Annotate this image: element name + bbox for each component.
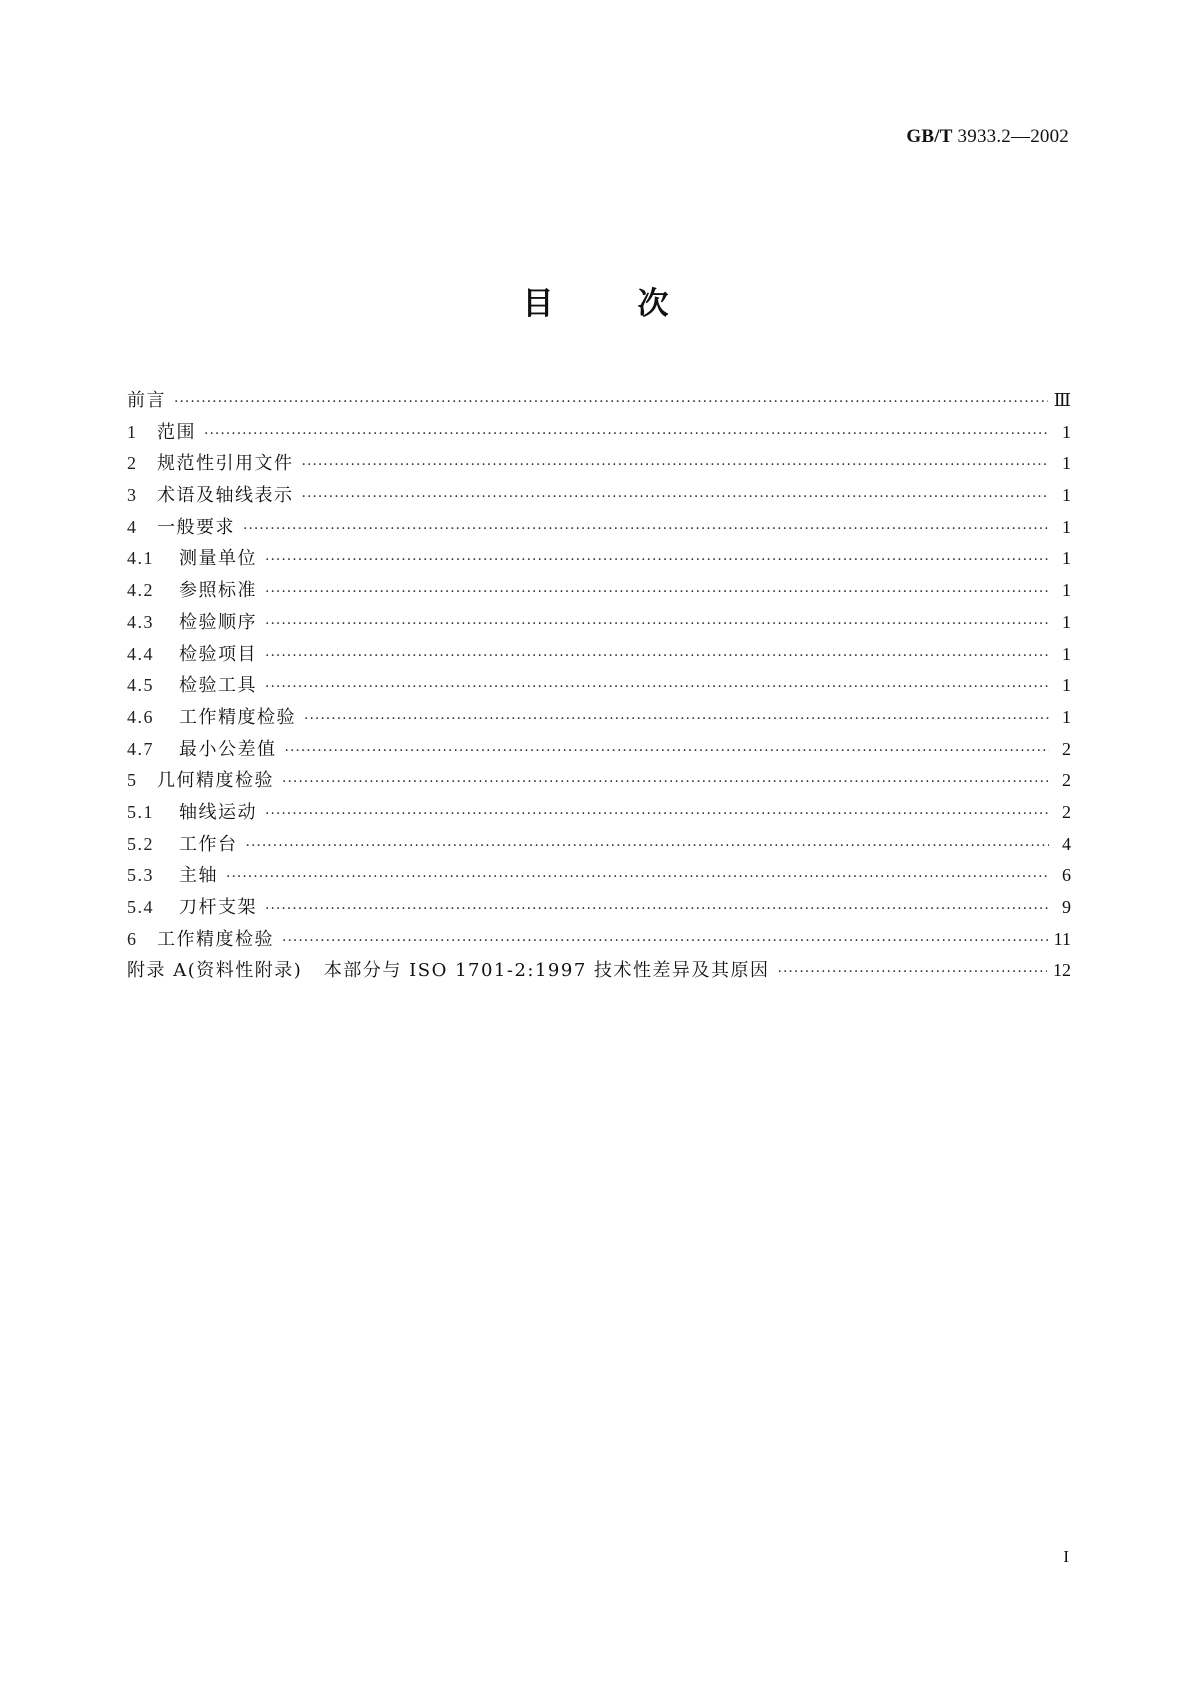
toc-entry-number: 4.6	[127, 706, 154, 727]
toc-entry-title: 工作台	[179, 833, 238, 855]
toc-entry-page: 12	[1053, 960, 1071, 981]
toc-entry-number: 4	[127, 516, 138, 537]
toc-entry-number: 3	[127, 485, 138, 506]
toc-entry-page: 1	[1062, 643, 1071, 664]
standard-code	[906, 126, 1069, 148]
toc-leader-dots	[265, 672, 1049, 704]
toc-leader-dots	[174, 387, 1048, 419]
toc-entry-label	[127, 797, 265, 829]
toc-entry-label	[127, 639, 265, 671]
toc-entry-5-3[interactable]	[127, 860, 1071, 892]
toc-entry-label	[127, 734, 285, 766]
toc-entry-title: 主轴	[179, 865, 218, 887]
toc-entry-label	[127, 480, 302, 512]
toc-entry-title: 工作精度检验	[157, 928, 274, 950]
standard-prefix: GB/T	[906, 126, 953, 147]
toc-entry-page: 1	[1062, 548, 1071, 569]
toc-entry-1[interactable]	[127, 417, 1071, 449]
toc-leader-dots	[265, 609, 1049, 641]
toc-entry-number: 5	[127, 770, 138, 791]
toc-entry-label	[127, 860, 226, 892]
toc-entry-number: 1	[127, 421, 138, 442]
toc-leader-dots	[265, 894, 1049, 926]
toc-entry-label	[127, 829, 246, 861]
toc-entry-label	[127, 892, 265, 924]
toc-entry-label	[127, 765, 282, 797]
toc-entry-page: 1	[1062, 516, 1071, 537]
toc-leader-dots	[265, 545, 1049, 577]
toc-entry-6[interactable]	[127, 924, 1071, 956]
toc-entry-title: 检验顺序	[179, 611, 257, 633]
toc-entry-label	[127, 955, 778, 987]
toc-leader-dots	[204, 419, 1049, 451]
table-of-contents	[127, 385, 1071, 987]
toc-entry-label	[127, 607, 265, 639]
toc-entry-page: 6	[1062, 865, 1071, 886]
toc-entry-title: 检验项目	[179, 643, 257, 665]
toc-entry-number: 5.1	[127, 801, 154, 822]
toc-leader-dots	[282, 926, 1048, 958]
toc-entry-page: 1	[1062, 421, 1071, 442]
toc-entry-annex-a[interactable]	[127, 955, 1071, 987]
toc-entry-page: 1	[1062, 611, 1071, 632]
toc-entry-page: 1	[1062, 706, 1071, 727]
toc-entry-label	[127, 924, 282, 956]
toc-entry-title: 规范性引用文件	[157, 453, 294, 475]
toc-entry-number: 2	[127, 453, 138, 474]
toc-entry-2[interactable]	[127, 448, 1071, 480]
toc-entry-title: 范围	[157, 421, 196, 443]
toc-entry-number: 5.3	[127, 865, 154, 886]
toc-entry-page: 1	[1062, 453, 1071, 474]
toc-leader-dots	[302, 450, 1050, 482]
toc-entry-number: 4.2	[127, 580, 154, 601]
toc-entry-5[interactable]	[127, 765, 1071, 797]
toc-entry-page: 2	[1062, 738, 1071, 759]
toc-entry-number: 4.3	[127, 611, 154, 632]
toc-entry-title: 一般要求	[157, 516, 235, 538]
toc-entry-title: 最小公差值	[179, 738, 277, 760]
toc-entry-page: 1	[1062, 675, 1071, 696]
toc-leader-dots	[265, 641, 1049, 673]
toc-entry-4-7[interactable]	[127, 734, 1071, 766]
toc-leader-dots	[246, 831, 1050, 863]
standard-number: 3933.2—2002	[957, 126, 1069, 147]
toc-entry-foreword[interactable]	[127, 385, 1071, 417]
toc-entry-page: 1	[1062, 485, 1071, 506]
toc-entry-4[interactable]	[127, 512, 1071, 544]
toc-entry-4-4[interactable]	[127, 639, 1071, 671]
toc-entry-label	[127, 670, 265, 702]
toc-entry-title: 前言	[127, 390, 166, 411]
toc-leader-dots	[265, 577, 1049, 609]
toc-entry-5-4[interactable]	[127, 892, 1071, 924]
toc-entry-5-1[interactable]	[127, 797, 1071, 829]
toc-entry-label	[127, 702, 304, 734]
toc-entry-title: 检验工具	[179, 675, 257, 697]
toc-entry-4-6[interactable]	[127, 702, 1071, 734]
page-number: I	[1063, 1547, 1069, 1566]
toc-entry-label	[127, 385, 174, 417]
toc-entry-label	[127, 448, 302, 480]
toc-entry-title: 附录 A(资料性附录) 本部分与 ISO 1701-2:1997 技术性差异及其原因	[127, 960, 770, 982]
toc-entry-title: 测量单位	[179, 548, 257, 570]
page-title: 目次	[522, 286, 753, 322]
toc-entry-label	[127, 512, 243, 544]
toc-entry-number: 6	[127, 928, 138, 949]
toc-entry-4-2[interactable]	[127, 575, 1071, 607]
toc-entry-title: 参照标准	[179, 580, 257, 602]
toc-entry-title: 几何精度检验	[157, 770, 274, 792]
toc-entry-number: 4.1	[127, 548, 154, 569]
toc-entry-label	[127, 575, 265, 607]
toc-entry-title: 刀杆支架	[179, 897, 257, 918]
toc-entry-page: 4	[1062, 833, 1071, 854]
toc-entry-page: Ⅲ	[1053, 390, 1071, 410]
toc-entry-number: 4.7	[127, 738, 154, 759]
toc-entry-4-5[interactable]	[127, 670, 1071, 702]
toc-entry-4-3[interactable]	[127, 607, 1071, 639]
toc-entry-4-1[interactable]	[127, 543, 1071, 575]
toc-entry-number: 5.2	[127, 833, 154, 854]
toc-entry-page: 1	[1062, 580, 1071, 601]
toc-entry-number: 4.4	[127, 643, 154, 664]
toc-entry-page: 2	[1062, 770, 1071, 791]
toc-entry-number: 4.5	[127, 675, 154, 696]
toc-entry-3[interactable]	[127, 480, 1071, 512]
toc-entry-5-2[interactable]	[127, 829, 1071, 861]
toc-leader-dots	[265, 799, 1049, 831]
toc-entry-title: 工作精度检验	[179, 706, 296, 728]
toc-leader-dots	[285, 736, 1050, 768]
toc-entry-page: 2	[1062, 801, 1071, 822]
toc-entry-title: 轴线运动	[179, 801, 257, 823]
toc-leader-dots	[226, 862, 1049, 894]
toc-entry-title: 术语及轴线表示	[157, 485, 294, 507]
toc-entry-number: 5.4	[127, 897, 154, 917]
toc-leader-dots	[778, 957, 1047, 989]
toc-leader-dots	[282, 767, 1049, 799]
toc-leader-dots	[243, 514, 1049, 546]
toc-entry-page: 11	[1053, 928, 1071, 949]
toc-leader-dots	[304, 704, 1049, 736]
toc-entry-label	[127, 417, 204, 449]
toc-entry-page: 9	[1062, 897, 1071, 917]
toc-entry-label	[127, 543, 265, 575]
toc-leader-dots	[302, 482, 1050, 514]
